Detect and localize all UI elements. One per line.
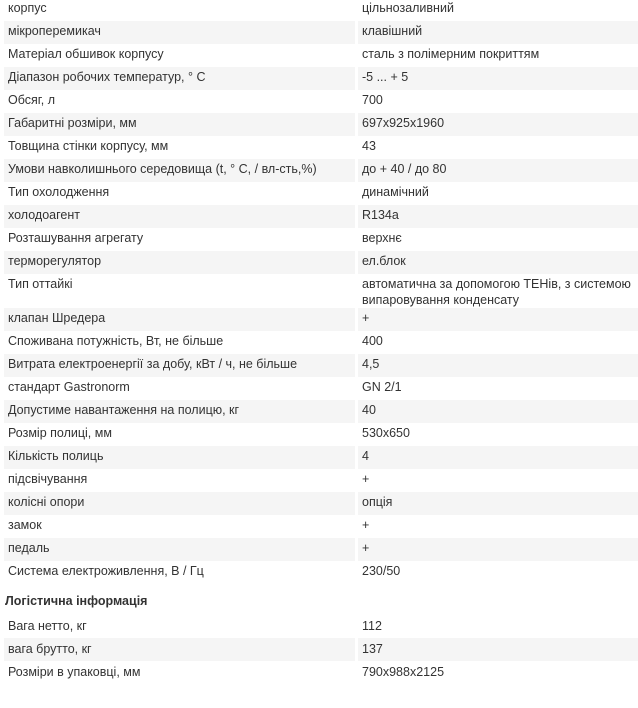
table-row xyxy=(4,423,638,446)
table-row xyxy=(4,561,638,584)
table-row xyxy=(4,67,638,90)
spec-label: Кількість полиць xyxy=(4,446,355,469)
table-row xyxy=(4,21,638,44)
spec-label: Матеріал обшивок корпусу xyxy=(8,47,164,61)
table-row xyxy=(4,159,638,182)
spec-label: Габаритні розміри, мм xyxy=(4,113,355,136)
spec-value: ел.блок xyxy=(358,251,638,274)
table-row xyxy=(4,113,638,136)
spec-label: Обсяг, л xyxy=(8,93,56,107)
table-row xyxy=(4,538,638,561)
spec-label: холодоагент xyxy=(4,205,355,228)
table-row xyxy=(4,251,638,274)
table-row xyxy=(4,136,638,159)
table-row xyxy=(4,400,638,423)
table-row xyxy=(4,228,638,251)
spec-value: 530x650 xyxy=(362,426,410,440)
logistics-table xyxy=(1,615,638,684)
specifications-table xyxy=(1,0,638,584)
spec-value: 697x925x1960 xyxy=(358,113,638,136)
spec-label: Товщина стінки корпусу, мм xyxy=(8,139,169,153)
spec-label: корпус xyxy=(8,1,47,15)
spec-label: Витрата електроенергії за добу, кВт / ч, не більше xyxy=(4,354,355,377)
table-row xyxy=(4,274,638,308)
table-row xyxy=(4,515,638,538)
table-row xyxy=(4,182,638,205)
spec-label: замок xyxy=(8,518,42,532)
spec-label: Вага нетто, кг xyxy=(8,619,87,633)
table-row xyxy=(4,90,638,113)
spec-label: підсвічування xyxy=(8,472,88,486)
spec-value: + xyxy=(362,518,370,532)
spec-label: Розміри в упаковці, мм xyxy=(8,665,141,679)
spec-value: 112 xyxy=(362,619,382,633)
spec-value: R134a xyxy=(358,205,638,228)
spec-label: Допустиме навантаження на полицю, кг xyxy=(4,400,355,423)
spec-value: сталь з полімерним покриттям xyxy=(362,47,540,61)
spec-value: верхнє xyxy=(362,231,402,245)
spec-label: Тип охолодження xyxy=(8,185,110,199)
spec-value: + xyxy=(362,472,370,486)
spec-label: Розмір полиці, мм xyxy=(8,426,112,440)
table-row xyxy=(4,638,638,661)
spec-value: 400 xyxy=(362,334,383,348)
spec-value: до + 40 / до 80 xyxy=(358,159,638,182)
spec-label: Споживана потужність, Вт, не більше xyxy=(8,334,224,348)
spec-value: динамічний xyxy=(362,185,429,199)
table-row xyxy=(4,446,638,469)
spec-label: стандарт Gastronorm xyxy=(8,380,130,394)
spec-value: 137 xyxy=(358,638,638,661)
spec-value: 230/50 xyxy=(362,564,401,578)
spec-value: + xyxy=(358,308,638,331)
spec-label: терморегулятор xyxy=(4,251,355,274)
spec-value: + xyxy=(358,538,638,561)
logistics-heading: Логістична інформація xyxy=(5,594,148,608)
table-row xyxy=(4,44,638,67)
spec-label: Умови навколишнього середовища (t, ° С, / вл-сть,%) xyxy=(4,159,355,182)
spec-value: -5 ... + 5 xyxy=(358,67,638,90)
table-row xyxy=(4,492,638,515)
spec-label: Тип оттайкі xyxy=(8,277,73,291)
table-row xyxy=(4,354,638,377)
spec-value: GN 2/1 xyxy=(362,380,402,394)
spec-value: клавішний xyxy=(358,21,638,44)
table-row xyxy=(4,205,638,228)
spec-label: вага брутто, кг xyxy=(4,638,355,661)
spec-value: автоматична за допомогою ТЕНів, з системою випаровування конденсату xyxy=(362,277,631,307)
table-row xyxy=(4,661,638,684)
spec-value: опція xyxy=(358,492,638,515)
spec-label: мікроперемикач xyxy=(4,21,355,44)
spec-label: Система електроживлення, В / Гц xyxy=(8,564,204,578)
table-row xyxy=(4,331,638,354)
table-row xyxy=(4,0,638,21)
spec-label: Діапазон робочих температур, ° С xyxy=(4,67,355,90)
spec-value: цільнозаливний xyxy=(362,1,454,15)
spec-label: педаль xyxy=(4,538,355,561)
table-row xyxy=(4,469,638,492)
spec-label: клапан Шредера xyxy=(4,308,355,331)
table-row xyxy=(4,377,638,400)
spec-label: колісні опори xyxy=(4,492,355,515)
spec-value: 790x988x2125 xyxy=(362,665,445,679)
spec-value: 40 xyxy=(358,400,638,423)
spec-value: 43 xyxy=(362,139,376,153)
spec-value: 700 xyxy=(362,93,383,107)
spec-label: Розташування агрегату xyxy=(8,231,144,245)
table-row xyxy=(4,308,638,331)
spec-value: 4,5 xyxy=(358,354,638,377)
spec-value: 4 xyxy=(358,446,638,469)
table-row xyxy=(4,615,638,638)
